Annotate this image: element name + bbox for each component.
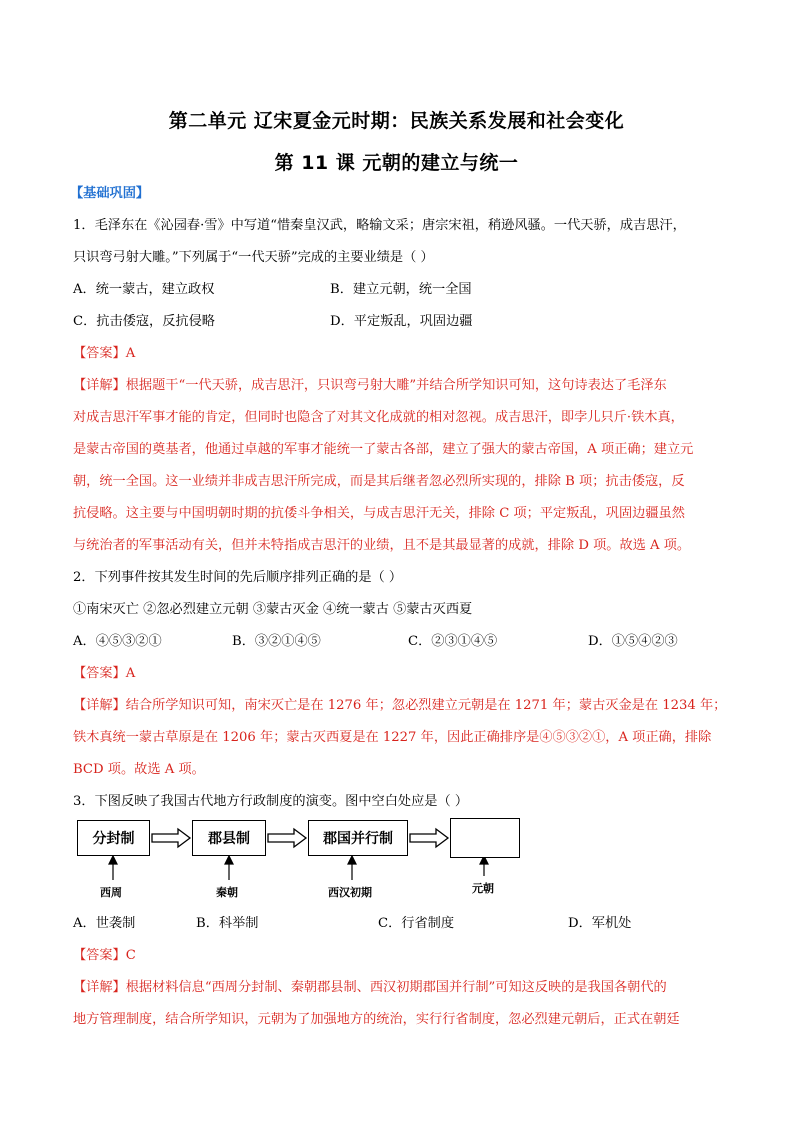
diagram-box-blank	[450, 818, 520, 858]
q1-detail-line: 对成吉思汗军事才能的肯定，但同时也隐含了对其文化成就的相对忽视。成吉思汗，即孛儿只斤·铁木真，	[73, 410, 684, 425]
q1-stem-line2: 只识弯弓射大雕。”下列属于“一代天骄”完成的主要业绩是（ ）	[73, 250, 434, 265]
q3-stem: 3．下图反映了我国古代地方行政制度的演变。图中空白处应是（ ）	[73, 794, 469, 809]
arrow-right-icon	[410, 829, 448, 847]
q3-detail-line: 【详解】根据材料信息“西周分封制、秦朝郡县制、西汉初期郡国并行制”可知这反映的是我国各朝代的	[73, 980, 667, 995]
q3-option-b: B．科举制	[196, 916, 259, 931]
diagram-label-xizhou: 西周	[100, 886, 122, 899]
q2-option-d: D．①⑤④②③	[588, 634, 678, 649]
diagram-box-junxian: 郡县制	[192, 820, 266, 856]
q2-option-b: B．③②①④⑤	[232, 634, 321, 649]
q1-detail-line: 【详解】根据题干“一代天骄，成吉思汗，只识弯弓射大雕”并结合所学知识可知，这句诗表达了毛泽东	[73, 378, 667, 393]
q2-option-c: C．②③①④⑤	[408, 634, 498, 649]
q3-answer: 【答案】C	[73, 948, 136, 963]
q1-option-a: A．统一蒙古，建立政权	[73, 282, 215, 297]
q3-option-c: C．行省制度	[378, 916, 455, 931]
arrow-right-icon	[152, 829, 190, 847]
diagram-box-fengjian: 分封制	[77, 820, 150, 856]
unit-title: 第二单元 辽宋夏金元时期：民族关系发展和社会变化	[168, 110, 625, 132]
q1-option-d: D．平定叛乱，巩固边疆	[330, 314, 473, 329]
q3-option-a: A．世袭制	[73, 916, 136, 931]
q2-option-a: A．④⑤③②①	[73, 634, 162, 649]
section-label: 【基础巩固】	[70, 186, 150, 201]
q1-stem-line1: 1．毛泽东在《沁园春·雪》中写道“惜秦皇汉武，略输文采；唐宗宋祖，稍逊风骚。一代天骄，成吉思汗，	[73, 218, 686, 233]
arrow-up-icon	[225, 856, 233, 864]
diagram-box-junguo: 郡国并行制	[308, 820, 408, 856]
q1-option-b: B．建立元朝，统一全国	[330, 282, 472, 297]
q1-detail-line: 抗侵略。这主要与中国明朝时期的抗倭斗争相关，与成吉思汗无关，排除 C 项；平定叛乱，巩固边疆虽然	[73, 506, 685, 521]
q1-detail-line: 朝，统一全国。这一业绩并非成吉思汗所完成，而是其后继者忽必烈所实现的，排除 B 项；抗击倭寇，反	[73, 474, 685, 489]
lesson-title: 第 11 课 元朝的建立与统一	[274, 152, 519, 174]
q1-detail-line: 与统治者的军事活动有关，但并未特指成吉思汗的业绩，且不是其最显著的成就，排除 D 项。故选 A 项。	[73, 538, 691, 553]
q1-option-c: C．抗击倭寇，反抗侵略	[73, 314, 215, 329]
diagram-label-xihan: 西汉初期	[328, 886, 372, 899]
q2-detail-line: 【详解】结合所学知识可知，南宋灭亡是在 1276 年；忽必烈建立元朝是在 1271 年；蒙古灭金是在 1234 年；	[73, 698, 727, 713]
q1-detail-line: 是蒙古帝国的奠基者，他通过卓越的军事才能统一了蒙古各部，建立了强大的蒙古帝国，A 项正确；建立元	[73, 442, 694, 457]
arrow-up-icon	[348, 856, 356, 864]
q2-answer: 【答案】A	[73, 666, 136, 681]
q2-detail-line: BCD 项。故选 A 项。	[73, 762, 205, 777]
q1-answer: 【答案】A	[73, 346, 136, 361]
q2-detail-line: 铁木真统一蒙古草原是在 1206 年；蒙古灭西夏是在 1227 年，因此正确排序是④⑤③②①，A 项正确，排除	[73, 730, 712, 745]
arrow-right-icon	[268, 829, 306, 847]
arrow-up-icon	[109, 856, 117, 864]
diagram-label-yuan: 元朝	[472, 882, 494, 895]
q2-events: ①南宋灭亡 ②忽必烈建立元朝 ③蒙古灭金 ④统一蒙古 ⑤蒙古灭西夏	[73, 602, 473, 617]
q3-option-d: D．军机处	[568, 916, 632, 931]
q2-stem: 2．下列事件按其发生时间的先后顺序排列正确的是（ ）	[73, 570, 403, 585]
q3-detail-line: 地方管理制度，结合所学知识，元朝为了加强地方的统治，实行行省制度，忽必烈建元朝后，正式在朝廷	[73, 1012, 680, 1027]
diagram-label-qin: 秦朝	[216, 886, 238, 899]
